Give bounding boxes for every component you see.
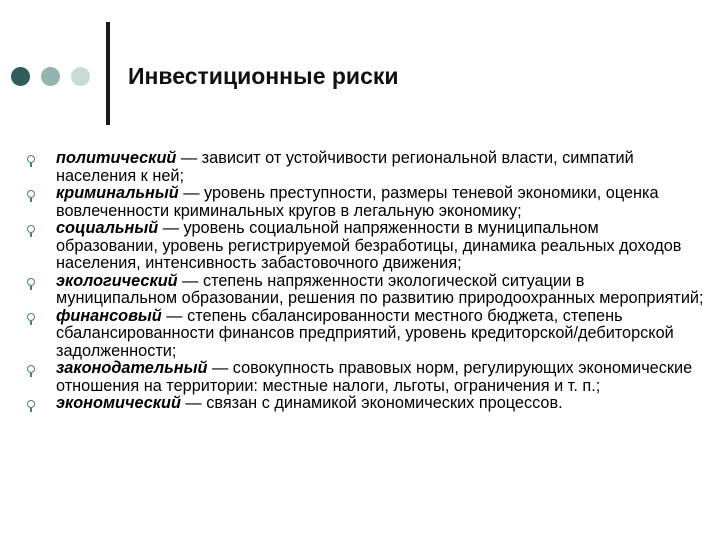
ring-bullet-icon — [27, 190, 35, 198]
risk-term: финансовый — [56, 306, 162, 325]
dot-light-icon — [71, 67, 90, 86]
list-item — [24, 220, 704, 273]
risk-description: — степень напряженности экологической ситуации в муниципальном образовании, решения по развитию природоохранных мероприятий; — [56, 271, 704, 307]
risk-term: политический — [56, 149, 177, 167]
risk-description: — уровень социальной напряженности в муниципальном образовании, уровень регистрируемой безработицы, динамика реальных доходов населения, интенсивность забастовочного движения; — [56, 219, 682, 272]
ring-bullet-icon — [27, 400, 35, 408]
list-item — [24, 150, 704, 185]
risk-description: — совокупность правовых норм, регулирующих экономические отношения на территории: местные налоги, льготы, ограничения и т. п.; — [56, 359, 693, 395]
risk-description: — уровень преступности, размеры теневой экономики, оценка вовлеченности криминальных кругов в легальную экономику; — [56, 184, 659, 220]
title-divider — [106, 22, 110, 125]
list-item — [24, 273, 704, 308]
risk-list — [24, 150, 704, 413]
ring-bullet-icon — [27, 278, 35, 286]
risk-term: экологический — [56, 271, 178, 290]
risk-description: — степень сбалансированности местного бюджета, степень сбалансированности финансов предприятий, уровень кредиторской/дебиторской задолженности; — [56, 306, 674, 360]
dot-dark-icon — [11, 67, 30, 86]
ring-bullet-icon — [27, 155, 35, 163]
list-item — [24, 360, 704, 395]
slide-title: Инвестиционные риски — [128, 63, 399, 89]
ring-bullet-icon — [27, 365, 35, 373]
list-item — [24, 395, 704, 413]
risk-description: — связан с динамикой экономических процессов. — [180, 394, 563, 412]
risk-term: экономический — [56, 394, 181, 412]
risk-term: криминальный — [56, 184, 179, 202]
risk-term: законодательный — [56, 359, 208, 377]
list-item — [24, 308, 704, 361]
ring-bullet-icon — [27, 225, 35, 233]
ring-bullet-icon — [27, 313, 35, 321]
dot-mid-icon — [41, 67, 60, 86]
list-item — [24, 185, 704, 220]
risk-description: — зависит от устойчивости региональной власти, симпатий населения к ней; — [56, 149, 634, 185]
risk-term: социальный — [56, 219, 159, 237]
